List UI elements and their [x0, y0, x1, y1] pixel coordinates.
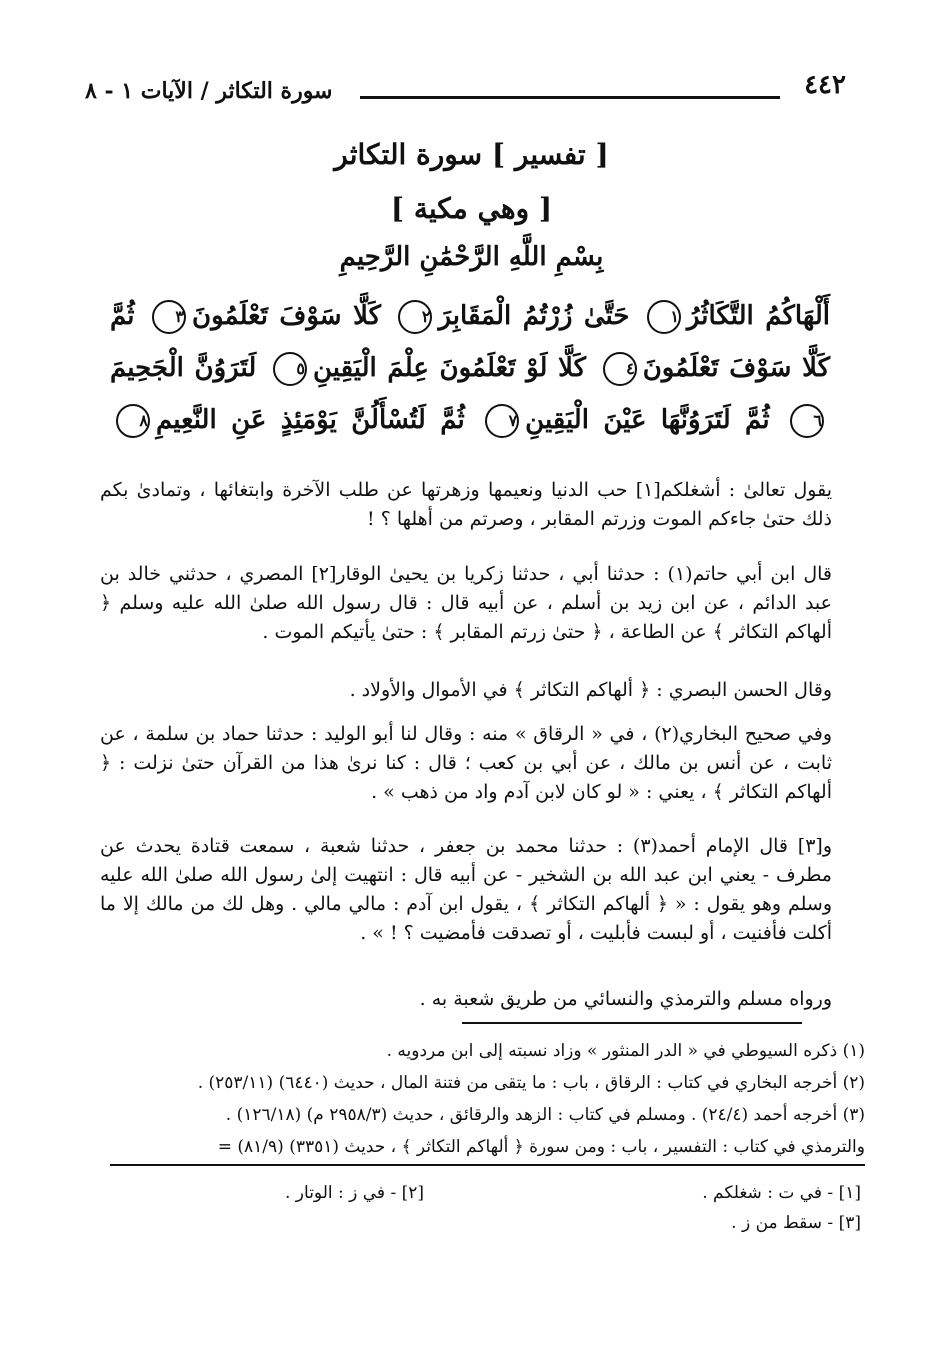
basmala: بِسْمِ اللَّهِ الرَّحْمَٰنِ الرَّحِيمِ: [339, 242, 604, 272]
ayah-number: ٧: [485, 404, 519, 438]
quran-verses: [110, 290, 830, 446]
ayah-number: ١: [647, 300, 681, 334]
ayah-number: ٤: [603, 352, 637, 386]
ayah-number: ٥: [273, 352, 307, 386]
manuscript-note: [٢] - في ز : الوتار .: [285, 1183, 425, 1203]
ayah-text: أَلْهَاكُمُ التَّكَاثُرُ: [686, 301, 830, 331]
ayah-text: كَلَّا لَوْ تَعْلَمُونَ عِلْمَ الْيَقِينِ: [312, 353, 587, 383]
paragraph-muslim: ورواه مسلم والترمذي والنسائي من طريق شعبة به .: [419, 988, 832, 1010]
ayah-text: ثُمَّ لَتَرَوُنَّهَا عَيْنَ الْيَقِينِ: [525, 405, 770, 435]
paragraph-intro: يقول تعالىٰ : أشغلكم[١] حب الدنيا ونعيمها وزهرتها عن طلب الآخرة وابتغائها ، وتمادىٰ بكم ذلك حتىٰ جاءكم الموت وزرتم المقابر ، وصرتم من أهلها ؟ !: [100, 479, 832, 530]
ayah-number: ٨: [116, 404, 150, 438]
ayah-text: لَتَرَوُنَّ الْجَحِيمَ: [110, 353, 257, 383]
paragraph-ahmad: و[٣] قال الإمام أحمد(٣) : حدثنا محمد بن جعفر ، حدثنا شعبة ، سمعت قتادة يحدث عن مطرف - يعني ابن عبد الله بن الشخير - عن أبيه قال : انتهيت إلىٰ رسول الله صلىٰ الله عليه وسلم وهو يقول : « ﴿ ألهاكم التكاثر ﴾ ، يقول ابن آدم : مالي مالي . وهل لك من مالك إلا ما أكلت فأفنيت ، أو لبست فأبليت ، أو تصدقت فأمضيت ؟ ! » .: [100, 835, 832, 944]
surah-title: [ تفسير ] سورة التكاثر: [334, 138, 609, 171]
paragraph-ibn-abi-hatim: قال ابن أبي حاتم(١) : حدثنا أبي ، حدثنا زكريا بن يحيىٰ الوقار[٢] المصري ، حدثني خالد بن عبد الدائم ، عن ابن زيد بن أسلم ، عن أبيه قال : قال رسول الله صلىٰ الله عليه وسلم ﴿ ألهاكم التكاثر ﴾ عن الطاعة ، ﴿ حتىٰ زرتم المقابر ﴾ : حتىٰ يأتيكم الموت .: [100, 563, 833, 643]
ayah-text: كَلَّا سَوْفَ تَعْلَمُونَ: [192, 301, 381, 331]
footnote-separator: [462, 1022, 802, 1024]
ayah-text: ثُمَّ كَلَّا سَوْفَ تَعْلَمُونَ: [110, 301, 831, 383]
ayah-text: ثُمَّ لَتُسْأَلُنَّ يَوْمَئِذٍ عَنِ النَّعِيمِ: [156, 405, 465, 435]
ayah-text: حَتَّىٰ زُرْتُمُ الْمَقَابِرَ: [438, 301, 630, 331]
paragraph-hasan-basri: وقال الحسن البصري : ﴿ ألهاكم التكاثر ﴾ في الأموال والأولاد .: [349, 679, 832, 701]
footnote: (٢) أخرجه البخاري في كتاب : الرقاق ، باب : ما يتقى من فتنة المال ، حديث (٦٤٤٠) (٢٥٣/١١) .: [197, 1073, 865, 1093]
makki-label: [ وهي مكية ]: [390, 192, 553, 225]
manuscript-note: [٣] - سقط من ز .: [731, 1213, 861, 1233]
header-rule: [360, 96, 780, 99]
footnote: (٣) أخرجه أحمد (٢٤/٤) . ومسلم في كتاب : الزهد والرقائق ، حديث (٢٩٥٨/٣ م) (١٢٦/١٨) .: [225, 1105, 865, 1125]
paragraph-bukhari: وفي صحيح البخاري(٢) ، في « الرقاق » منه : وقال لنا أبو الوليد : حدثنا حماد بن سلمة ، عن ثابت ، عن أنس بن مالك ، عن أبي بن كعب ؛ قال : كنا نرىٰ هذا من القرآن حتىٰ نزلت : ﴿ ألهاكم التكاثر ﴾ ، يعني : « لو كان لابن آدم واد من ذهب » .: [100, 723, 832, 803]
page-number: ٤٤٢: [804, 70, 846, 100]
ayah-number: ٢: [398, 300, 432, 334]
footnote-rule: [110, 1164, 865, 1166]
footnote: (١) ذكره السيوطي في « الدر المنثور » وزاد نسبته إلى ابن مردويه .: [386, 1041, 865, 1061]
running-head: سورة التكاثر / الآيات ١ - ٨: [85, 78, 333, 104]
manuscript-note: [١] - في ت : شغلكم .: [702, 1183, 861, 1203]
ayah-number: ٦: [790, 404, 824, 438]
ayah-number: ٣: [152, 300, 186, 334]
footnote: والترمذي في كتاب : التفسير ، باب : ومن سورة ﴿ ألهاكم التكاثر ﴾ ، حديث (٣٣٥١) (٨١/٩) =: [217, 1137, 865, 1157]
